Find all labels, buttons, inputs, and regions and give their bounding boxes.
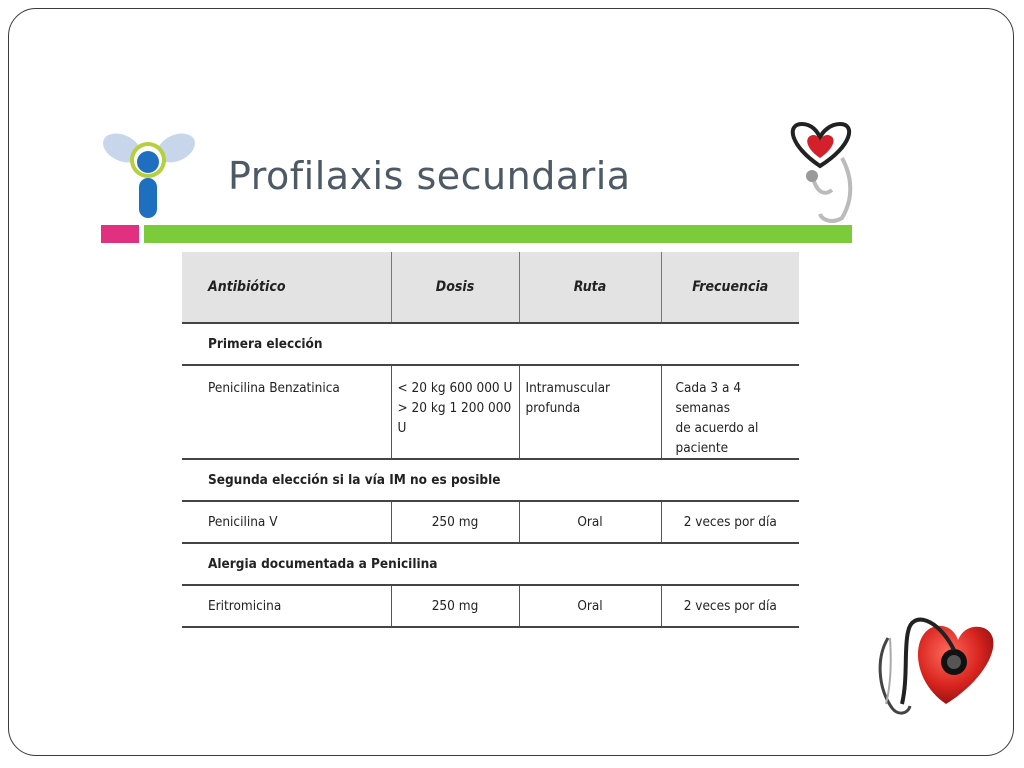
section-row (182, 459, 799, 501)
section-label: Alergia documentada a Penicilina (182, 543, 799, 585)
table-row (182, 365, 799, 459)
cell-route: Intramuscular profunda (519, 365, 661, 459)
cell-frequency: 2 veces por día (661, 585, 799, 627)
accent-bar-pink (101, 225, 139, 243)
logo-icon (100, 130, 196, 220)
accent-bar-green (144, 225, 852, 243)
cell-frequency-line: de acuerdo al paciente (675, 420, 759, 456)
cell-dose-line: < 20 kg 600 000 U (397, 380, 513, 396)
cell-route: Oral (519, 585, 661, 627)
cell-dose-line: > 20 kg 1 200 000 U (397, 400, 512, 436)
header-dose: Dosis (391, 252, 519, 323)
cell-frequency: 2 veces por día (661, 501, 799, 543)
cell-dose: 250 mg (391, 501, 519, 543)
cell-route: Oral (519, 501, 661, 543)
cell-antibiotic: Eritromicina (182, 585, 391, 627)
section-row (182, 323, 799, 365)
slide-title: Profilaxis secundaria (228, 154, 631, 198)
table-header-row (182, 252, 799, 323)
section-label: Primera elección (182, 323, 799, 365)
prophylaxis-table (182, 252, 799, 628)
section-row (182, 543, 799, 585)
table-row (182, 501, 799, 543)
header-antibiotic: Antibiótico (182, 252, 391, 323)
heart-stethoscope-icon (782, 118, 858, 226)
cell-antibiotic: Penicilina Benzatinica (182, 365, 391, 459)
cell-frequency-line: Cada 3 a 4 semanas (675, 380, 742, 416)
cell-dose (391, 365, 519, 459)
table-row (182, 585, 799, 627)
cell-frequency (661, 365, 799, 459)
cell-antibiotic: Penicilina V (182, 501, 391, 543)
header-frequency: Frecuencia (661, 252, 799, 323)
cell-dose: 250 mg (391, 585, 519, 627)
section-label: Segunda elección si la vía IM no es posible (182, 459, 799, 501)
heart-stethoscope-icon (868, 608, 998, 726)
header-route: Ruta (519, 252, 661, 323)
